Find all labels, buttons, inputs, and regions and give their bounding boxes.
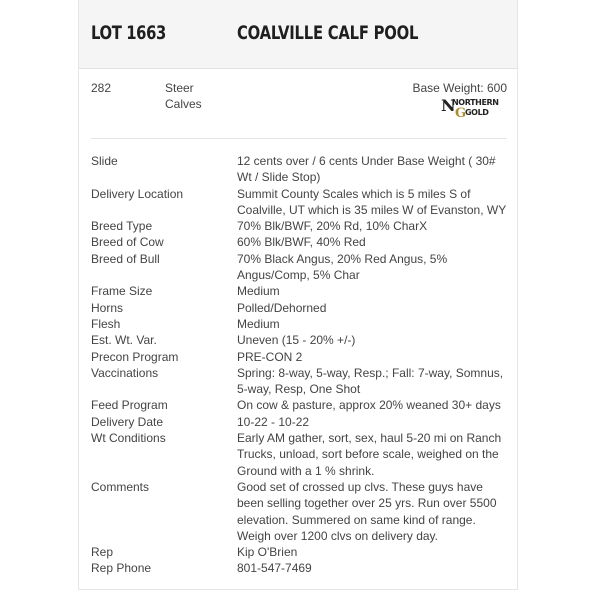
detail-row bbox=[91, 349, 511, 365]
lot-header bbox=[79, 0, 517, 69]
detail-value: 801-547-7469 bbox=[237, 561, 312, 576]
detail-row bbox=[91, 332, 511, 348]
lot-title: COALVILLE CALF POOL bbox=[237, 22, 419, 44]
detail-label: Breed of Bull bbox=[91, 251, 160, 266]
detail-row bbox=[91, 414, 511, 430]
detail-row bbox=[91, 397, 511, 413]
detail-label: Wt Conditions bbox=[91, 431, 166, 446]
lot-number: LOT 1663 bbox=[91, 22, 166, 44]
detail-label: Horns bbox=[91, 300, 124, 315]
detail-value: Good set of crossed up clvs. These guys have been selling together over 25 yrs. Run over 5500 elevation. Summered on same kind of range. Weigh over 1200 clvs on delivery day. bbox=[237, 479, 497, 543]
detail-label: Rep Phone bbox=[91, 561, 152, 576]
detail-value: Early AM gather, sort, sex, haul 5-20 mi on Ranch Trucks, unload, sort before scale, weighed on the Ground with a 1 % shrink. bbox=[237, 431, 502, 478]
detail-row bbox=[91, 560, 511, 576]
logo-northern: NORTHERN bbox=[452, 98, 499, 107]
detail-label: Est. Wt. Var. bbox=[91, 333, 157, 348]
summary-divider bbox=[91, 138, 507, 139]
detail-label: Precon Program bbox=[91, 349, 179, 364]
detail-value: 10-22 - 10-22 bbox=[237, 414, 310, 429]
detail-label: Vaccinations bbox=[91, 365, 159, 380]
detail-row bbox=[91, 186, 511, 219]
detail-label: Frame Size bbox=[91, 284, 153, 299]
detail-row bbox=[91, 251, 511, 284]
detail-label: Slide bbox=[91, 154, 118, 168]
lot-card bbox=[78, 0, 518, 590]
detail-label: Flesh bbox=[91, 316, 121, 331]
lot-details bbox=[91, 153, 511, 577]
detail-value: Polled/Dehorned bbox=[237, 300, 327, 315]
animal-type: Steer Calves bbox=[165, 81, 202, 111]
detail-row bbox=[91, 316, 511, 332]
detail-label: Feed Program bbox=[91, 398, 168, 413]
detail-row bbox=[91, 479, 511, 544]
detail-label: Breed Type bbox=[91, 219, 153, 234]
detail-label: Delivery Date bbox=[91, 414, 164, 429]
detail-value: 60% Blk/BWF, 40% Red bbox=[237, 235, 366, 250]
detail-value: 70% Blk/BWF, 20% Rd, 10% CharX bbox=[237, 219, 428, 234]
detail-value: PRE-CON 2 bbox=[237, 349, 303, 364]
detail-value: Kip O'Brien bbox=[237, 545, 298, 560]
detail-row bbox=[91, 544, 511, 560]
detail-value: Medium bbox=[237, 284, 280, 299]
detail-label: Rep bbox=[91, 545, 114, 560]
detail-label: Comments bbox=[91, 479, 150, 494]
detail-row bbox=[91, 153, 511, 186]
northern-gold-logo bbox=[441, 96, 507, 118]
detail-label: Breed of Cow bbox=[91, 235, 164, 250]
detail-value: 70% Black Angus, 20% Red Angus, 5% Angus/Comp, 5% Char bbox=[237, 251, 448, 283]
detail-value: On cow & pasture, approx 20% weaned 30+ days bbox=[237, 398, 501, 413]
logo-big-g: G bbox=[455, 106, 467, 118]
lot-summary bbox=[91, 78, 507, 134]
detail-row bbox=[91, 365, 511, 398]
detail-row bbox=[91, 283, 511, 299]
detail-value: 12 cents over / 6 cents Under Base Weight ( 30# Wt / Slide Stop) bbox=[237, 154, 496, 185]
detail-row bbox=[91, 300, 511, 316]
logo-big-n: N bbox=[441, 96, 456, 115]
detail-label: Delivery Location bbox=[91, 186, 184, 201]
detail-value: Uneven (15 - 20% +/-) bbox=[237, 333, 356, 348]
detail-value: Summit County Scales which is 5 miles S of Coalville, UT which is 35 miles W of Evanston, WY bbox=[237, 186, 507, 217]
detail-row bbox=[91, 218, 511, 234]
head-count: 282 bbox=[91, 81, 112, 95]
logo-gold: GOLD bbox=[465, 108, 489, 117]
base-weight: Base Weight: 600 bbox=[412, 81, 507, 95]
detail-row bbox=[91, 430, 511, 479]
detail-value: Medium bbox=[237, 316, 280, 331]
detail-row bbox=[91, 234, 511, 250]
detail-value: Spring: 8-way, 5-way, Resp.; Fall: 7-way, Somnus, 5-way, Resp, One Shot bbox=[237, 365, 504, 397]
